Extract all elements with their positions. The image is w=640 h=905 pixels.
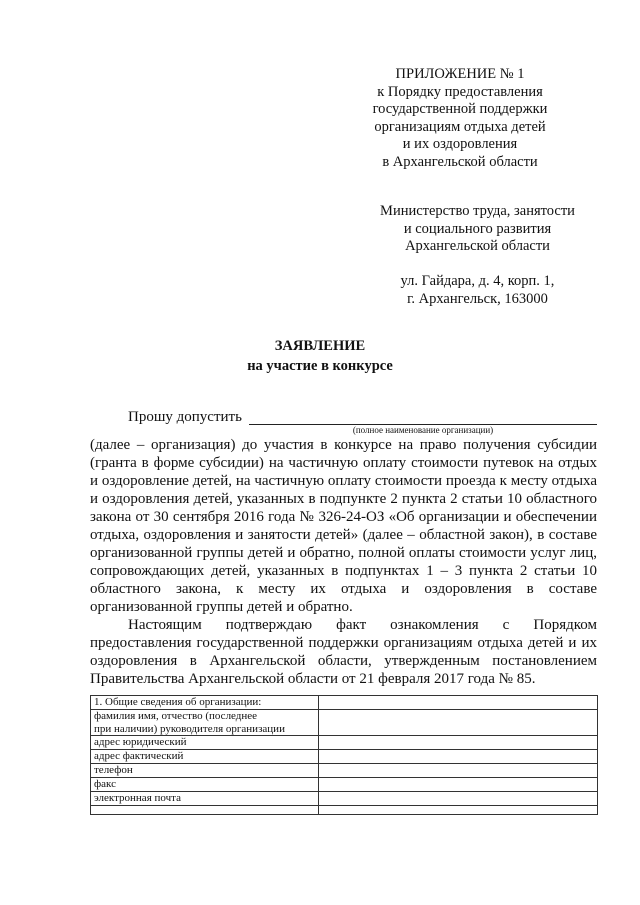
table-row [91, 710, 598, 736]
appendix-line: организациям отдыха детей [374, 118, 546, 135]
address-line: г. Архангельск, 163000 [407, 290, 548, 307]
paragraph-participation: (далее – организация) до участия в конкурсе на право получения субсидии (гранта в форме субсидии) на частичную оплату стоимости путевок на отдых и оздоровление детей, на частичную оплату стоимости проезда к месту отдыха и оздоровления детей, указанных в подпункте 2 пункта 2 статьи 10 областного закона от 30 сентября 2016 года № 326-24-ОЗ «Об организации и обеспечении отдыха, оздоровления и занятости детей» (далее – областной закон), в составе организованной группы детей и обратно, полной оплаты стоимости услуг лиц, сопровождающих детей, указанных в подпунктах 1 – 3 пункта 2 статьи 10 областного закона, к месту их отдыха и оздоровления в составе организованной группы детей и обратно. [90, 437, 597, 615]
table-value-cell[interactable] [319, 710, 598, 736]
table-row [91, 696, 598, 710]
table-row [91, 764, 598, 778]
table-empty-cell[interactable] [91, 806, 319, 815]
table-label-line: при наличии) руководителя организации [94, 722, 285, 735]
table-row [91, 792, 598, 806]
table-value-cell[interactable] [319, 736, 598, 750]
appendix-line: и их оздоровления [402, 136, 518, 152]
table-value-cell[interactable] [319, 792, 598, 806]
organization-info-table [90, 695, 598, 815]
addressee-line: Архангельской области [405, 238, 550, 254]
table-empty-cell[interactable] [319, 806, 598, 815]
table-value-cell[interactable] [319, 696, 598, 710]
organization-name-caption: (полное наименование организации) [352, 425, 494, 435]
appendix-line: к Порядку предоставления [377, 83, 543, 100]
appendix-title: ПРИЛОЖЕНИЕ № 1 [395, 66, 525, 82]
table-row [91, 806, 598, 815]
table-value-cell[interactable] [319, 778, 598, 792]
table-label-line: фамилия имя, отчество (последнее [94, 710, 258, 722]
paragraph-confirmation: Настоящим подтверждаю факт ознакомления с Порядком предоставления государственной поддержки организациям отдыха детей и их оздоровления в Архангельской области, утвержденным постановлением Правительства Архангельской области от 21 февраля 2017 года № 85. [90, 617, 597, 687]
table-section-header: 1. Общие сведения об организации: [91, 696, 319, 710]
table-label-cell: телефон [91, 764, 319, 778]
request-label: Прошу допустить [128, 409, 242, 425]
table-label-cell: факс [91, 778, 319, 792]
table-label-cell: адрес фактический [91, 750, 319, 764]
appendix-line: в Архангельской области [382, 153, 538, 170]
application-body [90, 436, 597, 688]
document-title: ЗАЯВЛЕНИЕ [274, 338, 366, 354]
table-label-cell [91, 710, 319, 736]
table-row [91, 750, 598, 764]
table-label-cell: электронная почта [91, 792, 319, 806]
address-line: ул. Гайдара, д. 4, корп. 1, [400, 273, 555, 289]
addressee-block [365, 203, 590, 308]
table-value-cell[interactable] [319, 764, 598, 778]
table-value-cell[interactable] [319, 750, 598, 764]
document-heading [0, 336, 640, 376]
appendix-block [360, 66, 560, 171]
addressee-line: и социального развития [403, 220, 552, 237]
table-row [91, 778, 598, 792]
appendix-line: государственной поддержки [372, 101, 548, 117]
document-subtitle: на участие в конкурсе [247, 358, 393, 374]
table-row [91, 736, 598, 750]
table-label-cell: адрес юридический [91, 736, 319, 750]
addressee-line: Министерство труда, занятости [380, 203, 575, 219]
